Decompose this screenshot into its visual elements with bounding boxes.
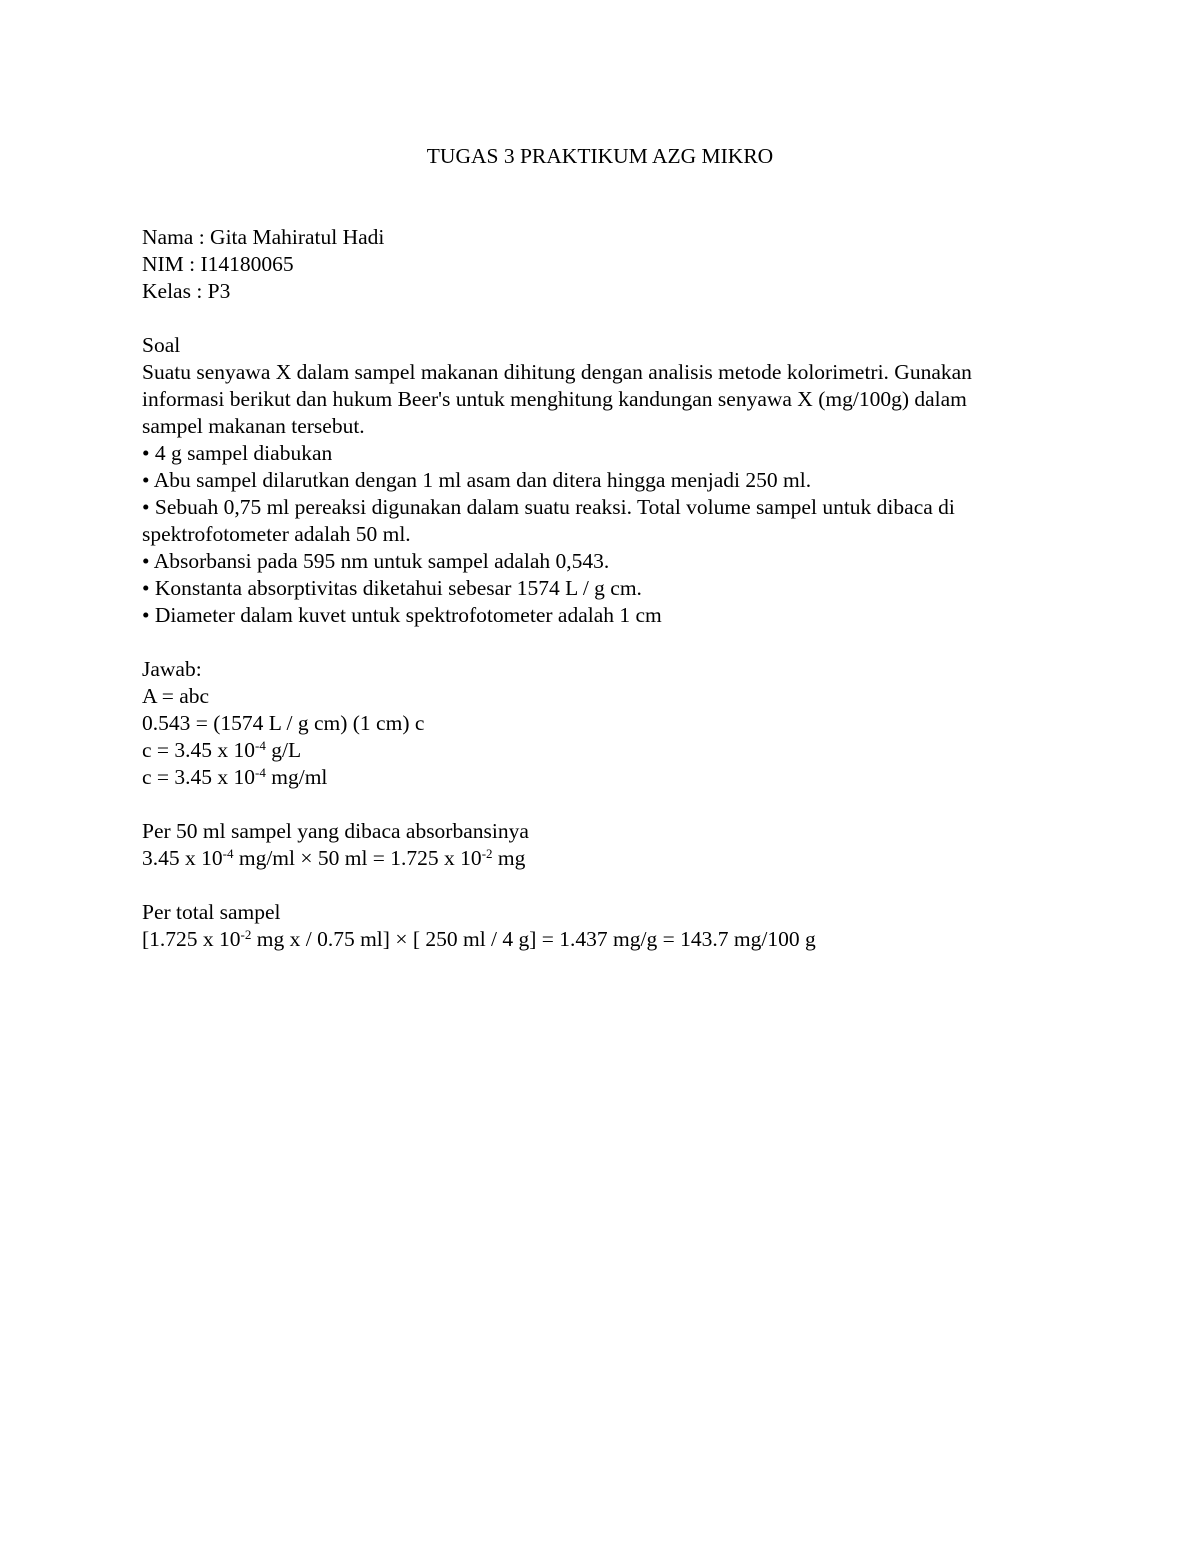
part-2-text-mid: mg/ml × 50 ml = 1.725 x 10 bbox=[233, 846, 482, 870]
question-intro-line: informasi berikut dan hukum Beer's untuk menghitung kandungan senyawa X (mg/100g) dalam bbox=[142, 387, 967, 411]
question-bullet: • Abu sampel dilarutkan dengan 1 ml asam dan ditera hingga menjadi 250 ml. bbox=[142, 468, 812, 492]
part-2-exponent-a: -4 bbox=[222, 846, 234, 861]
student-name: Nama : Gita Mahiratul Hadi bbox=[142, 225, 385, 249]
step-3-unit: mg/ml bbox=[265, 765, 328, 789]
step-2-exponent: -4 bbox=[255, 738, 266, 753]
question-bullet: • Diameter dalam kuvet untuk spektrofotometer adalah 1 cm bbox=[142, 603, 662, 627]
answer-section bbox=[142, 656, 1062, 953]
question-section bbox=[142, 332, 1062, 629]
identity-block bbox=[142, 224, 1062, 305]
answer-step-3 bbox=[142, 764, 1062, 791]
question-heading: Soal bbox=[142, 333, 181, 357]
step-2-text: c = 3.45 x 10 bbox=[142, 738, 256, 762]
part-2-exponent-b: -2 bbox=[481, 846, 493, 861]
answer-step-1: 0.543 = (1574 L / g cm) (1 cm) c bbox=[142, 711, 425, 735]
step-2-unit: g/L bbox=[265, 738, 302, 762]
spacer bbox=[142, 791, 1062, 818]
student-nim: NIM : I14180065 bbox=[142, 252, 294, 276]
part-2-heading: Per 50 ml sampel yang dibaca absorbansinya bbox=[142, 819, 529, 843]
part-3-exponent: -2 bbox=[240, 927, 252, 942]
question-intro-line: sampel makanan tersebut. bbox=[142, 414, 365, 438]
answer-formula: A = abc bbox=[142, 684, 210, 708]
part-3-heading: Per total sampel bbox=[142, 900, 281, 924]
question-bullet: • 4 g sampel diabukan bbox=[142, 441, 333, 465]
answer-step-2 bbox=[142, 737, 1062, 764]
spacer bbox=[142, 872, 1062, 899]
step-3-exponent: -4 bbox=[255, 765, 266, 780]
document-body bbox=[142, 224, 1062, 953]
question-intro-line: Suatu senyawa X dalam sampel makanan dihitung dengan analisis metode kolorimetri. Gunakan bbox=[142, 360, 972, 384]
part-2-text-a: 3.45 x 10 bbox=[142, 846, 223, 870]
part-3-text-end: mg x / 0.75 ml] × [ 250 ml / 4 g] = 1.437 mg/g = 143.7 mg/100 g bbox=[251, 927, 816, 951]
step-3-text: c = 3.45 x 10 bbox=[142, 765, 256, 789]
student-class: Kelas : P3 bbox=[142, 279, 231, 303]
answer-heading: Jawab: bbox=[142, 657, 202, 681]
question-bullet: • Konstanta absorptivitas diketahui sebesar 1574 L / g cm. bbox=[142, 576, 642, 600]
spacer bbox=[142, 305, 1062, 332]
document-title: TUGAS 3 PRAKTIKUM AZG MIKRO bbox=[426, 144, 774, 168]
question-bullet-continuation: spektrofotometer adalah 50 ml. bbox=[142, 522, 411, 546]
spacer bbox=[142, 629, 1062, 656]
part-3-text-a: [1.725 x 10 bbox=[142, 927, 241, 951]
question-bullet: • Absorbansi pada 595 nm untuk sampel adalah 0,543. bbox=[142, 549, 610, 573]
question-bullet: • Sebuah 0,75 ml pereaksi digunakan dalam suatu reaksi. Total volume sampel untuk dibaca di bbox=[142, 495, 955, 519]
part-3-calculation bbox=[142, 926, 1062, 953]
part-2-text-end: mg bbox=[492, 846, 526, 870]
part-2-calculation bbox=[142, 845, 1062, 872]
